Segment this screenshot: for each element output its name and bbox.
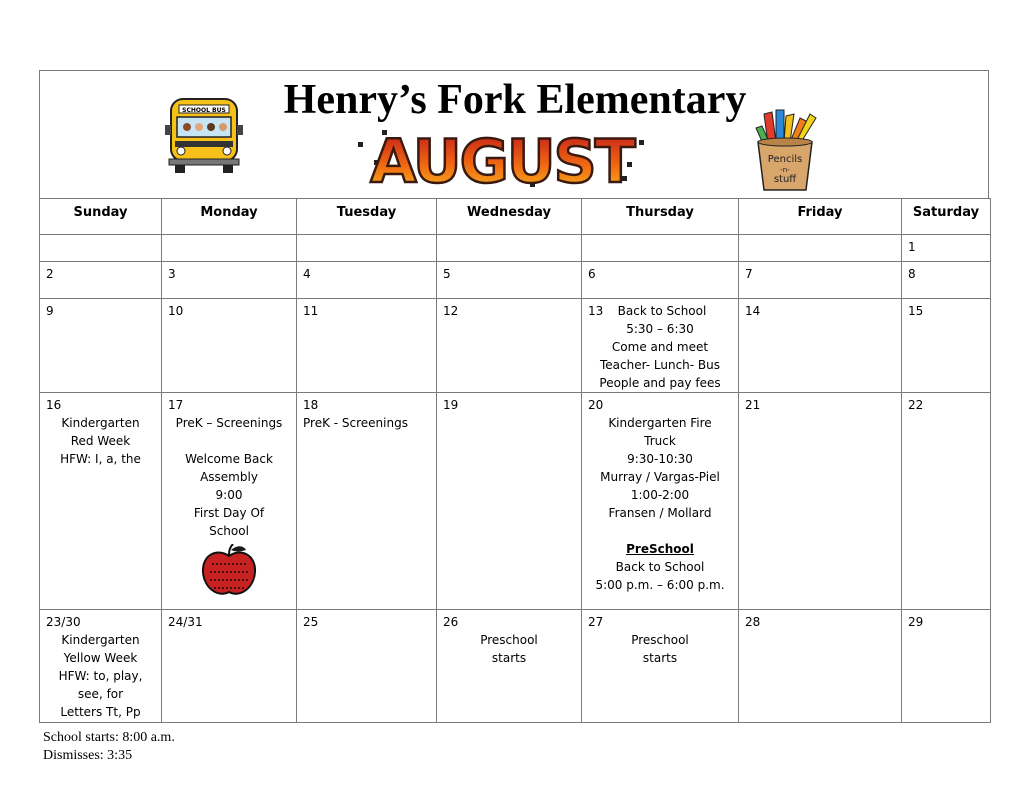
day-number: 14 (745, 304, 761, 318)
school-bus-icon (165, 95, 245, 177)
day-cell (297, 235, 437, 262)
day-number: 10 (168, 304, 184, 318)
week-row-5 (40, 610, 991, 723)
pencil-cup-line-2: -n- (780, 166, 790, 174)
day-number: 8 (908, 267, 916, 281)
day-cell (297, 610, 437, 723)
day-number: 15 (908, 304, 924, 318)
day-cell (902, 299, 991, 393)
day-cell (582, 262, 739, 299)
weekday-wednesday: Wednesday (437, 199, 582, 235)
day-cell (162, 393, 297, 610)
bus-sign-text: SCHOOL BUS (182, 107, 226, 114)
day-number: 7 (745, 267, 753, 281)
day-cell (437, 299, 582, 393)
day-number: 20 (588, 398, 604, 412)
day-number: 1 (908, 240, 916, 254)
day-cell (162, 610, 297, 723)
day-number: 25 (303, 615, 319, 629)
footer-notes (43, 729, 175, 765)
day-cell (437, 393, 582, 610)
day-number: 3 (168, 267, 176, 281)
event-preschool-back-to-school: Back to School 5:00 p.m. – 6:00 p.m. (595, 560, 725, 592)
day-number: 22 (908, 398, 924, 412)
day-cell (739, 235, 902, 262)
event-welcome-back-assembly: Welcome Back Assembly 9:00 First Day Of School (185, 452, 273, 538)
event-kindergarten-fire-truck: Kindergarten Fire Truck 9:30-10:30 Murray / Vargas-Piel 1:00-2:00 Fransen / Mollard (600, 416, 720, 520)
day-cell (582, 393, 739, 610)
day-number: 21 (745, 398, 761, 412)
day-cell (739, 610, 902, 723)
day-number (162, 235, 296, 238)
day-cell (739, 393, 902, 610)
event-back-to-school: 5:30 – 6:30 Come and meet Teacher- Lunch- Bus People and pay fees (599, 322, 721, 390)
weekday-saturday: Saturday (902, 199, 991, 235)
event-preschool-heading: PreSchool (626, 542, 694, 556)
day-cell (437, 262, 582, 299)
event-prek-screenings: PreK - Screenings (303, 416, 408, 430)
day-cell (582, 299, 739, 393)
calendar-table (39, 198, 991, 723)
pencil-cup-line-3: stuff (773, 174, 797, 185)
day-cell (582, 235, 739, 262)
day-number (437, 235, 581, 238)
day-cell (902, 610, 991, 723)
day-number: 16 (46, 398, 62, 412)
event-kindergarten-red-week: Kindergarten Red Week HFW: I, a, the (60, 416, 141, 466)
dismissal-time: Dismisses: 3:35 (43, 748, 133, 763)
day-number: 17 (168, 398, 184, 412)
day-number: 9 (46, 304, 54, 318)
day-cell (162, 262, 297, 299)
day-cell (437, 610, 582, 723)
event-prek-screenings: PreK – Screenings (175, 416, 283, 430)
day-number: 19 (443, 398, 459, 412)
event-kindergarten-yellow-week: Kindergarten Yellow Week HFW: to, play, see, for Letters Tt, Pp (58, 633, 143, 719)
day-cell (40, 393, 162, 610)
week-row-1 (40, 235, 991, 262)
day-number: 11 (303, 304, 319, 318)
weekday-thursday: Thursday (582, 199, 739, 235)
day-number: 6 (588, 267, 596, 281)
event-back-to-school-title: Back to School (617, 304, 707, 318)
day-number: 4 (303, 267, 311, 281)
day-number: 12 (443, 304, 459, 318)
day-number: 27 (588, 615, 604, 629)
weekday-monday: Monday (162, 199, 297, 235)
event-preschool-starts: Preschool starts (631, 633, 689, 665)
week-row-2 (40, 262, 991, 299)
day-cell (297, 262, 437, 299)
day-cell (162, 299, 297, 393)
day-number: 29 (908, 615, 924, 629)
day-number: 26 (443, 615, 459, 629)
day-cell (739, 262, 902, 299)
day-cell (40, 610, 162, 723)
day-number (739, 235, 901, 238)
apple-icon (200, 544, 258, 598)
day-number: 2 (46, 267, 54, 281)
day-number (297, 235, 436, 238)
day-number: 13 (588, 304, 604, 318)
day-cell (40, 262, 162, 299)
day-cell (902, 393, 991, 610)
day-number: 18 (303, 398, 319, 412)
weekday-friday: Friday (739, 199, 902, 235)
pencil-cup-line-1: Pencils (767, 154, 803, 165)
month-text: AUGUST (370, 127, 634, 194)
day-number: 24/31 (168, 615, 203, 629)
day-number: 23/30 (46, 615, 81, 629)
day-number: 28 (745, 615, 761, 629)
week-row-3 (40, 299, 991, 393)
day-cell (902, 235, 991, 262)
weekday-sunday: Sunday (40, 199, 162, 235)
day-number (582, 235, 738, 238)
day-cell (437, 235, 582, 262)
august-word-art (352, 118, 652, 194)
day-cell (40, 235, 162, 262)
event-preschool-starts: Preschool starts (480, 633, 538, 665)
school-start-time: School starts: 8:00 a.m. (43, 730, 175, 745)
day-cell (297, 393, 437, 610)
week-row-4 (40, 393, 991, 610)
weekday-tuesday: Tuesday (297, 199, 437, 235)
day-number: 5 (443, 267, 451, 281)
day-cell (40, 299, 162, 393)
day-cell (582, 610, 739, 723)
weekday-header-row (40, 199, 991, 235)
day-cell (739, 299, 902, 393)
day-number (40, 235, 161, 238)
pencil-cup-icon (750, 108, 822, 194)
day-cell (902, 262, 991, 299)
school-title: Henry’s Fork Elementary (283, 77, 747, 123)
day-cell (162, 235, 297, 262)
day-cell (297, 299, 437, 393)
